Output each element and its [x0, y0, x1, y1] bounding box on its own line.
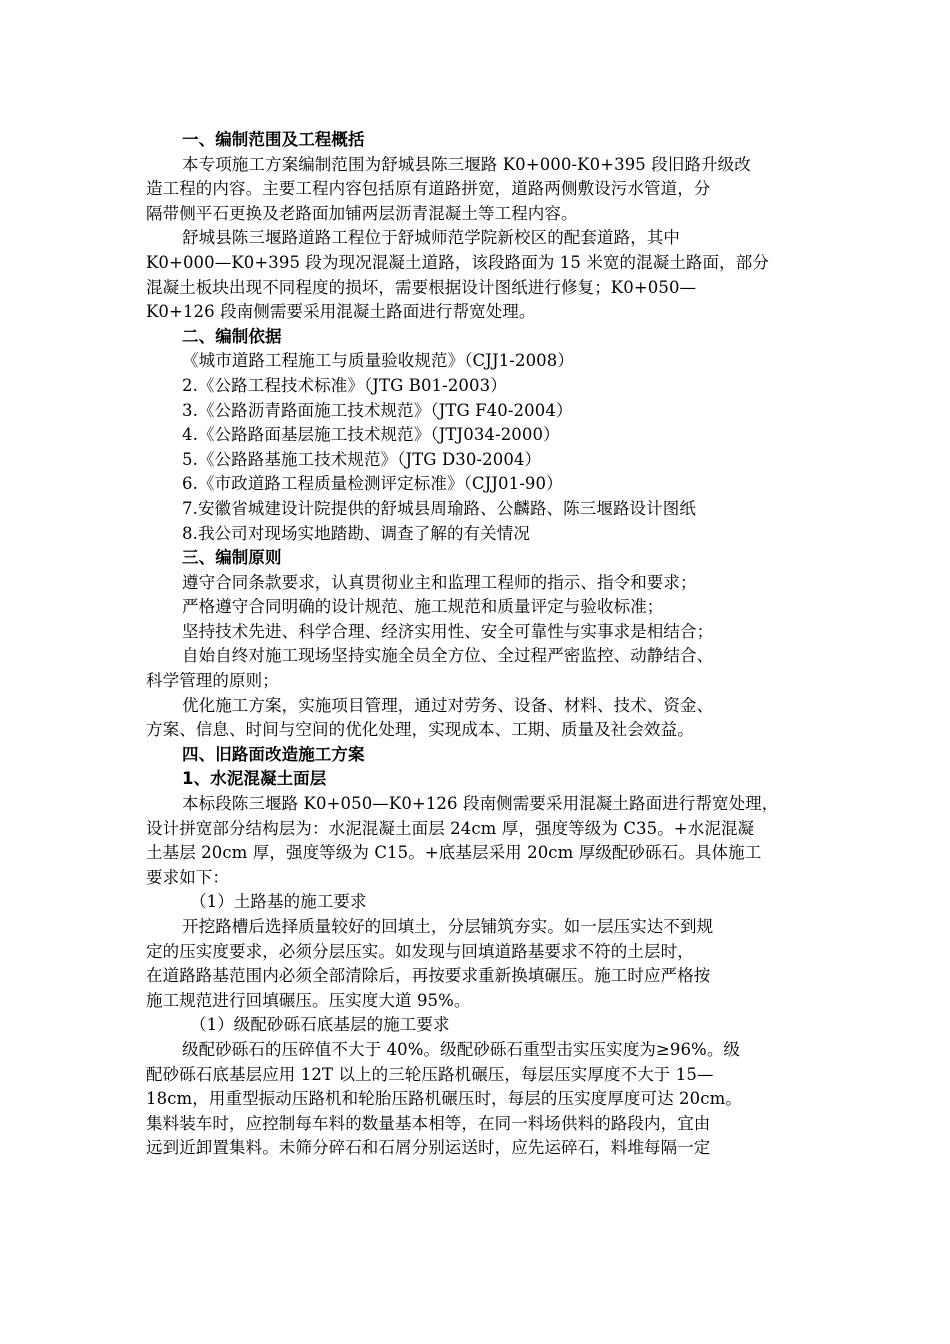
section-heading: 二、编制依据 [182, 326, 282, 346]
subsection-heading: （1）土路基的施工要求 [190, 892, 367, 912]
paragraph-line: 科学管理的原则； [146, 671, 279, 691]
paragraph-line: 造工程的内容。主要工程内容包括原有道路拼宽，道路两侧敷设污水管道，分 [146, 179, 711, 199]
paragraph-line: 舒城县陈三堰路道路工程位于舒城师范学院新校区的配套道路，其中 [182, 228, 680, 248]
paragraph-line: 远到近卸置集料。未筛分碎石和石屑分别运送时，应先运碎石，料堆每隔一定 [146, 1138, 711, 1158]
paragraph-line: 8.我公司对现场实地踏勘、调查了解的有关情况 [182, 523, 530, 543]
paragraph-line: 级配砂砾石的压碎值不大于 40%。级配砂砾石重型击实压实度为≥96%。级 [182, 1039, 741, 1059]
section-heading: 1、水泥混凝土面层 [182, 769, 327, 789]
section-heading: 三、编制原则 [182, 548, 282, 568]
paragraph-line: 坚持技术先进、科学合理、经济实用性、安全可靠性与实事求是相结合； [182, 621, 714, 641]
paragraph-line: 本标段陈三堰路 K0+050—K0+126 段南侧需要采用混凝土路面进行帮宽处理， [182, 794, 779, 814]
paragraph-line: 遵守合同条款要求，认真贯彻业主和监理工程师的指示、指令和要求； [182, 572, 697, 592]
paragraph-line: 5.《公路路基施工技术规范》（JTG D30-2004） [182, 449, 542, 469]
paragraph-line: K0+000—K0+395 段为现况混凝土道路，该段路面为 15 米宽的混凝土路面，部分 [146, 252, 769, 272]
paragraph-line: 定的压实度要求，必须分层压实。如发现与回填道路基要求不符的土层时， [146, 941, 694, 961]
paragraph-line: 2.《公路工程技术标准》（JTG B01-2003） [182, 375, 507, 395]
paragraph-line: 优化施工方案，实施项目管理，通过对劳务、设备、材料、技术、资金、 [182, 695, 714, 715]
paragraph-line: 土基层 20cm 厚，强度等级为 C15。+底基层采用 20cm 厚级配砂砾石。具体施工 [146, 843, 762, 863]
paragraph-line: 7.安徽省城建设计院提供的舒城县周瑜路、公麟路、陈三堰路设计图纸 [182, 498, 696, 518]
paragraph-line: 6.《市政道路工程质量检测评定标准》（CJJ01-90） [182, 474, 563, 494]
document-page [146, 128, 810, 1161]
paragraph-line: 3.《公路沥青路面施工技术规范》（JTG F40-2004） [182, 400, 573, 420]
paragraph-line: 要求如下： [146, 867, 229, 887]
paragraph-line: 方案、信息、时间与空间的优化处理，实现成本、工期、质量及社会效益。 [146, 720, 694, 740]
paragraph-line: 严格遵守合同明确的设计规范、施工规范和质量评定与验收标准； [182, 597, 664, 617]
paragraph-line: 自始自终对施工现场坚持实施全员全方位、全过程严密监控、动静结合、 [182, 646, 714, 666]
paragraph-line: 本专项施工方案编制范围为舒城县陈三堰路 K0+000-K0+395 段旧路升级改 [182, 154, 751, 174]
paragraph-line: 开挖路槽后选择质量较好的回填土，分层铺筑夯实。如一层压实达不到规 [182, 917, 714, 936]
section-heading: 四、旧路面改造施工方案 [182, 744, 365, 764]
paragraph-line: 4.《公路路面基层施工技术规范》（JTJ034-2000） [182, 425, 560, 445]
subsection-heading: （1）级配砂砾石底基层的施工要求 [190, 1015, 450, 1035]
paragraph-line: 隔带侧平石更换及老路面加铺两层沥青混凝土等工程内容。 [146, 203, 578, 223]
paragraph-line: 设计拼宽部分结构层为：水泥混凝土面层 24cm 厚，强度等级为 C35。+水泥混凝 [146, 818, 755, 838]
paragraph-line: 配砂砾石底基层应用 12T 以上的三轮压路机碾压，每层压实厚度不大于 15— [146, 1064, 714, 1084]
paragraph-line: 施工规范进行回填碾压。压实度大道 95%。 [146, 990, 471, 1010]
paragraph-line: 集料装车时，应控制每车料的数量基本相等，在同一料场供料的路段内，宜由 [146, 1113, 711, 1133]
paragraph-line: K0+126 段南侧需要采用混凝土路面进行帮宽处理。 [146, 302, 536, 322]
paragraph-line: 混凝土板块出现不同程度的损坏，需要根据设计图纸进行修复；K0+050— [146, 277, 697, 297]
paragraph-line: 18cm，用重型振动压路机和轮胎压路机碾压时，每层的压实度厚度可达 20cm。 [146, 1089, 742, 1109]
paragraph-line: 《城市道路工程施工与质量验收规范》（CJJ1-2008） [182, 351, 574, 371]
section-heading: 一、编制范围及工程概括 [182, 130, 365, 149]
paragraph-line: 在道路路基范围内必须全部清除后，再按要求重新换填碾压。施工时应严格按 [146, 966, 711, 986]
